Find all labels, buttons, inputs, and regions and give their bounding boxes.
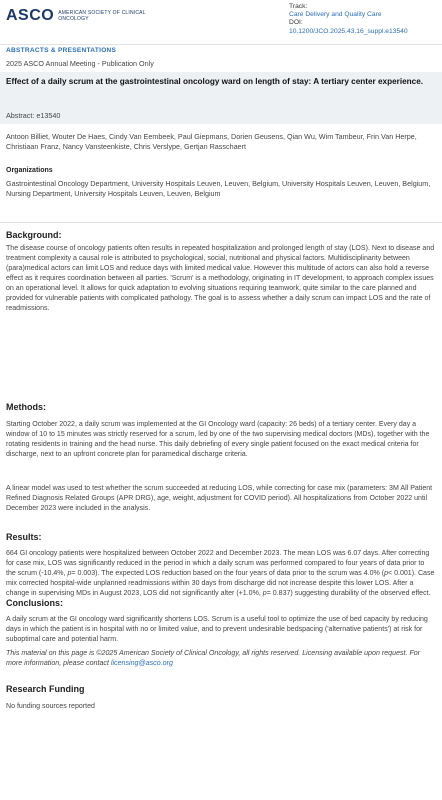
methods-heading: Methods: [6,402,46,412]
results-text-part-2: = 0.003). The expected LOS reduction based on the four years of data prior to the scrum was 4.0% ( [71,570,385,578]
p-value-symbol: p [384,570,388,578]
licensing-email-link[interactable]: licensing@asco.org [110,659,173,668]
methods-text-2: A linear model was used to test whether the scrum succeeded at reducing LOS, while correcting for case mix (parameters: 3M All Patient Refined Diagnosis Related Groups (APR DRG), age, weight, adjustment for COVID period). All hospitalizations from October 2022 until December 2023 were included in the analysis. [6,485,433,513]
organizations-list: Gastrointestinal Oncology Department, University Hospitals Leuven, Leuven, Belgium, University Hospitals Leuven, Leuven, Belgium, Nursing Department, University Hospitals Leuven, Leuven, Belgium [6,179,431,199]
logo-subtitle: AMERICAN SOCIETY OF CLINICAL ONCOLOGY [58,10,146,22]
section-kicker[interactable]: ABSTRACTS & PRESENTATIONS [6,47,117,54]
funding-text: No funding sources reported [6,703,95,710]
page-header [0,0,442,46]
asco-logo[interactable] [6,7,148,25]
copyright-notice [6,648,436,668]
background-text: The disease course of oncology patients often results in repeated hospitalization and prolonged length of stay (LOS). Next to disease and treatment complexity a causal role is attributed to psychological, social, nutritional and physical factors. Multidisciplinarity between (para)medical actors can limit LOS and reduce days with limited medical value. However this multitude of actors can also hold a reverse effect as it requires coordination between all parties. 'Scrum' is a methodology, originating in IT development, to approach complex issues on an operational level. It allows for quick adaptation to evolving situations requiring teamwork, quite similar to the care planned and provided for vulnerable patients with complicated pathology. The goal is to assess whether a daily scrum can impact LOS and the rate of readmissions. [6,245,435,313]
abstract-number: Abstract: e13540 [6,111,61,120]
meeting-name: 2025 ASCO Annual Meeting - Publication Only [6,59,154,68]
background-heading: Background: [6,230,62,240]
methods-text-1: Starting October 2022, a daily scrum was implemented at the GI Oncology ward (capacity: 26 beds) of a tertiary center. Every day a window of 10 to 15 minutes was strictly reserved for a scrum, led by one of the two supervising medical doctors (MDs), together with the rotating residents in training and the head nurse. This daily debriefing of every single patient focused on the exact medical criteria for discharge, next to an upfront concrete plan for paramedical discharge criteria. [6,421,430,459]
header-divider [0,44,442,45]
p-value-symbol: p [262,590,267,598]
doi-link[interactable]: 10.1200/JCO.2025.43.16_suppl.e13540 [289,27,408,35]
doi-label: DOI: [289,19,303,27]
track-label: Track: [289,3,308,10]
conclusions-heading: Conclusions: [6,598,64,608]
results-text-part-4: = 0.837) suggesting durability of the observed effect. [266,590,431,598]
title-panel [0,72,442,124]
organizations-heading: Organizations [6,167,53,174]
track-link[interactable]: Care Delivery and Quality Care [289,11,382,19]
results-text-part-1: 664 GI oncology patients were hospitalized between October 2022 and December 2023. The mean LOS was 6.07 days. After correcting for case mix, LOS was significantly reduced in the period in which a daily scrum was performed compared to four years of data prior to the scrum (-10.4%, [6,550,430,578]
results-text-part-3: < 0.001). Case mix corrected hospital-wide unplanned readmissions within 30 days from discharge did not increase despite this lower LOS. After a change in supervising MDs in August 2023, LOS did not significantly alter (+1.0%, [6,570,435,598]
results-text [6,549,436,599]
author-list: Antoon Billiet, Wouter De Haes, Cindy Van Eembeek, Paul Giepmans, Dorien Geusens, Qian Wu, Wim Tambeur, Frin Van Herpe, Christiaan Franz, Nancy Vansteenkiste, Chris Verslype, Gertjan Rasschaert [6,132,417,151]
conclusions-text: A daily scrum at the GI oncology ward significantly shortens LOS. Scrum is a useful tool to optimize the use of bed capacity by reducing days in which the patient is in hospital with no or limited value, and to prevent undesirable bedspacing ('alternative patients') at risk for suboptimal care and potential harm. [6,616,428,644]
content-divider [0,222,442,223]
logo-wordmark: ASCO [6,7,55,24]
copyright-text: This material on this page is ©2025 American Society of Clinical Oncology, all rights reserved. Licensing available upon request. For more information, please contact [6,649,421,668]
article-meta [289,3,439,36]
p-value-symbol: p [67,570,72,578]
abstract-title: Effect of a daily scrum at the gastrointestinal oncology ward on length of stay: A tertiary center experience. [6,77,424,86]
funding-heading: Research Funding [6,684,85,694]
results-heading: Results: [6,532,42,542]
